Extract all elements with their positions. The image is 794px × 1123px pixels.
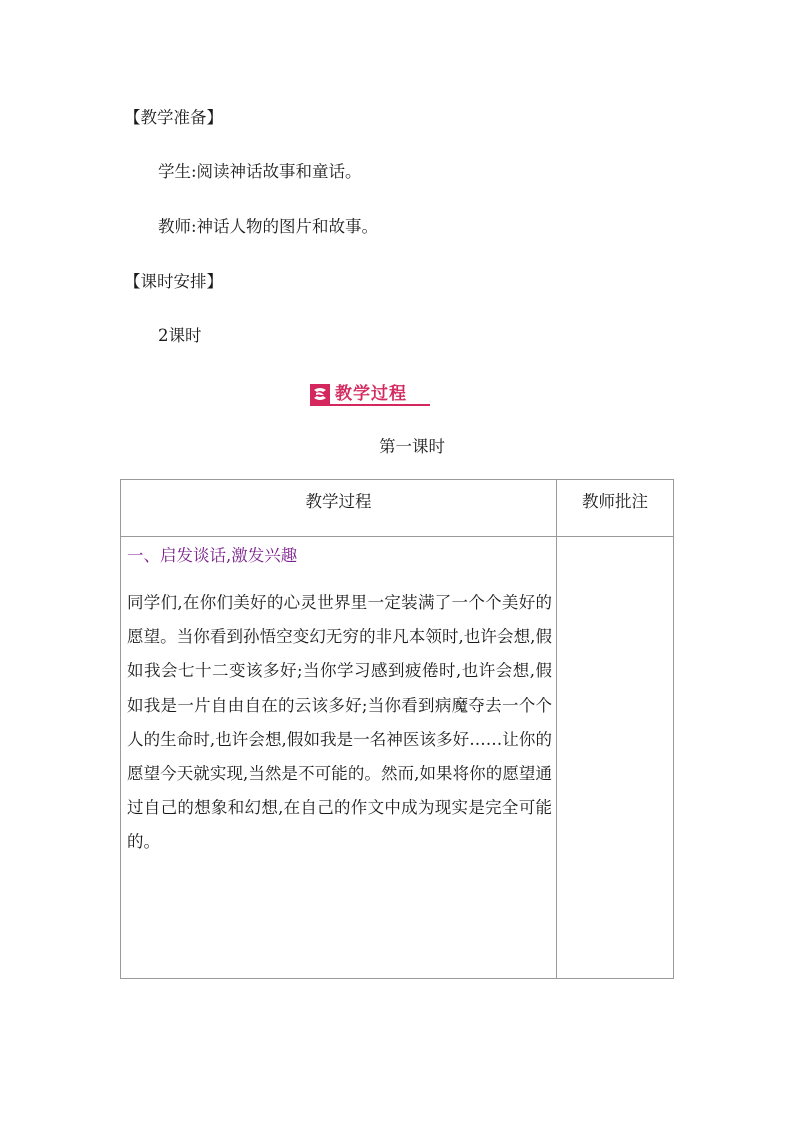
table-header-row [121, 480, 674, 537]
lesson-table [120, 479, 674, 979]
section-paragraph: 同学们,在你们美好的心灵世界里一定装满了一个个美好的愿望。当你看到孙悟空变幻无穷的非凡本领时,也许会想,假如我会七十二变该多好;当你学习感到疲倦时,也许会想,假如我是一片自由自在的云该多好;当你看到病魔夺去一个个人的生命时,也许会想,假如我是一名神医该多好……让你的愿望今天就实现,当然是不可能的。然而,如果将你的愿望通过自己的想象和幻想,在自己的作文中成为现实是完全可能的。 [127, 593, 552, 852]
column-header-notes: 教师批注 [557, 480, 674, 537]
badge-underline [310, 404, 430, 406]
swirl-logo-icon [310, 384, 330, 404]
prep-student: 学生:阅读神话故事和童话。 [158, 162, 362, 181]
column-header-process: 教学过程 [121, 480, 557, 537]
process-badge-label: 教学过程 [335, 384, 407, 404]
notes-cell [557, 537, 674, 979]
process-badge [310, 382, 430, 406]
lesson-title: 第一课时 [379, 437, 445, 456]
process-cell [121, 537, 557, 979]
prep-teacher: 教师:神话人物的图片和故事。 [158, 217, 379, 236]
schedule-heading: 【课时安排】 [124, 272, 223, 291]
schedule-value: 2课时 [158, 326, 202, 345]
prep-heading: 【教学准备】 [124, 108, 223, 127]
table-row [121, 537, 674, 979]
section-title: 一、启发谈话,激发兴趣 [127, 546, 298, 565]
